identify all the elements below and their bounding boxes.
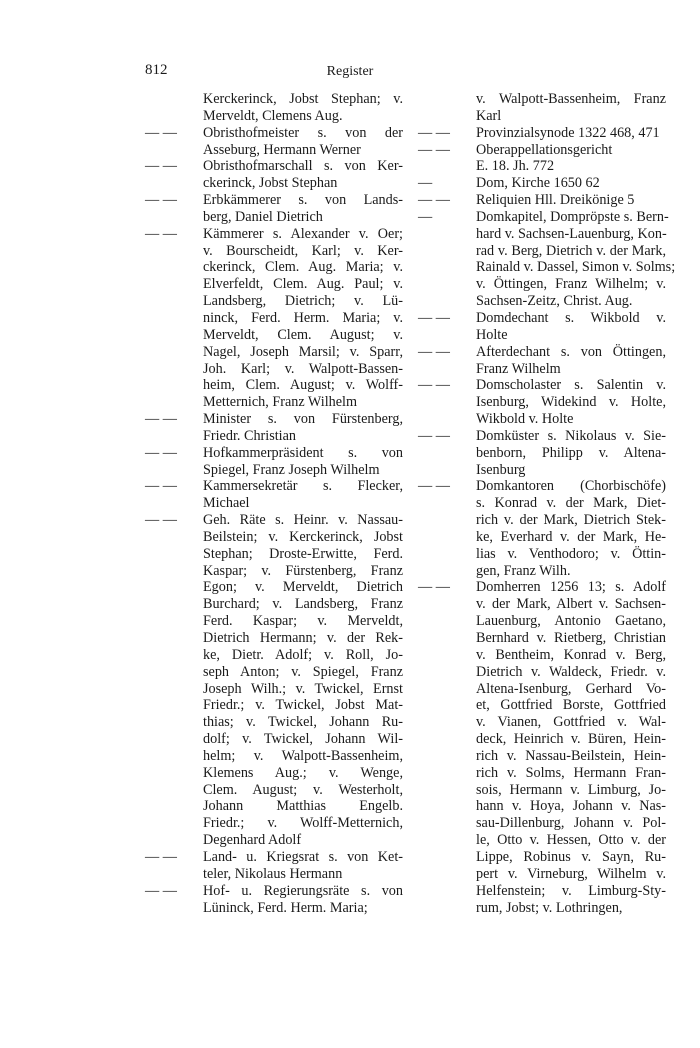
entry-line: sois, Hermann v. Limburg, Jo- <box>476 781 666 798</box>
entry-dash: — — <box>418 377 450 394</box>
entry-line: Friedr.; v. Wolff-Metternich, <box>203 815 403 832</box>
register-entry <box>145 158 403 192</box>
entry-line: deck, Heinrich v. Büren, Hein- <box>476 731 666 748</box>
entry-text <box>203 91 403 125</box>
entry-line: Egon; v. Merveldt, Dietrich <box>203 579 403 596</box>
entry-line: Holte <box>476 326 508 343</box>
entry-text <box>203 445 403 479</box>
entry-line: v. Vianen, Gottfried v. Wal- <box>476 714 666 731</box>
entry-line: Dom, Kirche 1650 62 <box>476 175 600 192</box>
entry-line: ninck, Ferd. Herm. Maria; v. <box>203 309 403 326</box>
page-number: 812 <box>145 62 168 78</box>
entry-dash: — — <box>418 141 450 158</box>
entry-line: Kammersekretär s. Flecker, <box>203 478 403 495</box>
entry-text <box>203 125 403 159</box>
entry-text <box>476 175 666 192</box>
register-entry <box>145 226 403 411</box>
entry-dash: — — <box>145 192 177 209</box>
entry-line: Isenburg, Widekind v. Holte, <box>476 394 666 411</box>
entry-dash: — — <box>145 512 177 529</box>
register-entry <box>418 208 676 310</box>
entry-line: et, Gottfried Borste, Gottfried <box>476 697 666 714</box>
register-entry <box>418 91 666 125</box>
entry-line: Asseburg, Hermann Werner <box>203 141 361 158</box>
register-entry <box>418 344 666 378</box>
register-entry <box>418 142 666 176</box>
entry-line: Spiegel, Franz Joseph Wilhelm <box>203 461 380 478</box>
entry-line: Hof- u. Regierungsräte s. von <box>203 882 403 899</box>
entry-line: Domkantoren (Chorbischöfe) <box>476 478 666 495</box>
entry-line: ke, Everhard v. der Mark, He- <box>476 528 666 545</box>
entry-line: Johann Matthias Engelb. <box>203 798 403 815</box>
entry-text <box>203 883 403 917</box>
entry-text <box>476 310 666 344</box>
entry-line: E. 18. Jh. 772 <box>476 158 555 175</box>
entry-line: Metternich, Franz Wilhelm <box>203 394 358 411</box>
entry-dash: — — <box>418 124 450 141</box>
entry-line: thias; v. Twickel, Johann Ru- <box>203 714 403 731</box>
register-entry <box>145 125 403 159</box>
entry-dash: — — <box>145 411 177 428</box>
entry-line: Merveldt, Clemens Aug. <box>203 107 343 124</box>
entry-line: v. Bourscheidt, Karl; v. Ker- <box>203 242 403 259</box>
entry-line: rich v. der Mark, Dietrich Stek- <box>476 512 666 529</box>
entry-line: v. Öttingen, Franz Wilhelm; v. <box>476 276 666 293</box>
register-entry <box>418 377 666 428</box>
entry-text <box>476 208 676 310</box>
entry-line: Burchard; v. Landsberg, Franz <box>203 596 403 613</box>
entry-text <box>476 125 666 142</box>
entry-line: Domdechant s. Wikbold v. <box>476 309 666 326</box>
entry-line: Hofkammerpräsident s. von <box>203 444 403 461</box>
entry-line: Land- u. Kriegsrat s. von Ket- <box>203 848 403 865</box>
entry-dash: — — <box>145 848 177 865</box>
entry-dash: — — <box>145 478 177 495</box>
entry-text <box>476 579 666 916</box>
left-column <box>145 91 403 916</box>
entry-line: ckerinck, Clem. Aug. Maria; v. <box>203 259 403 276</box>
entry-line: Domküster s. Nikolaus v. Sie- <box>476 427 666 444</box>
register-entry <box>145 512 403 849</box>
entry-line: Beilstein; v. Kerckerinck, Jobst <box>203 528 403 545</box>
entry-line: v. der Mark, Albert v. Sachsen- <box>476 596 666 613</box>
entry-line: le, Otto v. Hessen, Otto v. der <box>476 832 666 849</box>
entry-line: sau-Dillenburg, Johann v. Pol- <box>476 815 666 832</box>
entry-text <box>476 428 666 479</box>
entry-text <box>203 411 403 445</box>
entry-text <box>203 192 403 226</box>
register-entry <box>418 579 666 916</box>
entry-line: Dietrich v. Waldeck, Friedr. v. <box>476 663 666 680</box>
entry-dash: — — <box>145 444 177 461</box>
register-entry <box>418 175 666 192</box>
entry-line: Bernhard v. Rietberg, Christian <box>476 630 666 646</box>
entry-line: Franz Wilhelm <box>476 360 561 377</box>
entry-line: Merveldt, Clem. August; v. <box>203 326 403 343</box>
entry-dash: — — <box>418 427 450 444</box>
entry-line: Minister s. von Fürstenberg, <box>203 411 403 428</box>
entry-line: gen, Franz Wilh. <box>476 562 571 579</box>
entry-line: hard v. Sachsen-Lauenburg, Kon- <box>476 225 667 242</box>
entry-line: ckerinck, Jobst Stephan <box>203 175 338 192</box>
entry-line: Nagel, Joseph Marsil; v. Sparr, <box>203 343 403 360</box>
entry-line: Domkapitel, Dompröpste s. Bern- <box>476 208 669 225</box>
entry-line: rich v. Solms, Hermann Fran- <box>476 764 666 781</box>
entry-line: seph Anton; v. Spiegel, Franz <box>203 663 403 680</box>
entry-text <box>476 91 666 125</box>
entry-line: Geh. Räte s. Heinr. v. Nassau- <box>203 512 403 529</box>
entry-line: Altena-Isenburg, Gerhard Vo- <box>476 680 666 697</box>
entry-text <box>476 478 666 579</box>
entry-line: rad v. Berg, Dietrich v. der Mark, <box>476 242 666 259</box>
entry-dash: — — <box>418 192 450 209</box>
entry-line: Karl <box>476 107 502 124</box>
entry-line: Dietrich Hermann; v. der Rek- <box>203 630 403 646</box>
entry-line: ke, Dietr. Adolf; v. Roll, Jo- <box>203 646 403 663</box>
entry-line: helm; v. Walpott-Bassenheim, <box>203 747 403 764</box>
entry-line: Degenhard Adolf <box>203 832 302 849</box>
entry-line: Domscholaster s. Salentin v. <box>476 377 666 394</box>
entry-line: Sachsen-Zeitz, Christ. Aug. <box>476 293 633 310</box>
entry-dash: — <box>418 208 433 225</box>
entry-line: teler, Nikolaus Hermann <box>203 865 343 882</box>
entry-line: Klemens Aug.; v. Wenge, <box>203 764 403 781</box>
entry-line: Lippe, Robinus v. Sayn, Ru- <box>476 848 666 865</box>
entry-text <box>203 158 403 192</box>
entry-line: Obristhofmarschall s. von Ker- <box>203 158 403 175</box>
entry-line: Provinzialsynode 1322 468, 471 <box>476 124 660 141</box>
entry-line: Lüninck, Ferd. Herm. Maria; <box>203 899 368 916</box>
entry-line: Domherren 1256 13; s. Adolf <box>476 579 666 596</box>
entry-dash: — — <box>418 343 450 360</box>
entry-dash: — — <box>418 579 450 596</box>
entry-line: Joseph Wilh.; v. Twickel, Ernst <box>203 680 403 697</box>
entry-line: Reliquien Hll. Dreikönige 5 <box>476 192 635 209</box>
entry-line: Ferd. Kaspar; v. Merveldt, <box>203 613 403 630</box>
entry-dash: — — <box>418 478 450 495</box>
register-entry <box>145 883 403 917</box>
register-entry <box>145 849 403 883</box>
entry-text <box>203 849 403 883</box>
entry-line: benborn, Philipp v. Altena- <box>476 444 666 461</box>
entry-text <box>203 512 403 849</box>
register-entry <box>418 192 666 209</box>
entry-text <box>476 142 666 176</box>
entry-line: Kerckerinck, Jobst Stephan; v. <box>203 91 403 107</box>
entry-line: Erbkämmerer s. von Lands- <box>203 192 403 209</box>
entry-line: Stephan; Droste-Erwitte, Ferd. <box>203 545 403 562</box>
entry-dash: — — <box>145 882 177 899</box>
entry-line: Kaspar; v. Fürstenberg, Franz <box>203 562 403 579</box>
entry-line: rich v. Nassau-Beilstein, Hein- <box>476 747 666 764</box>
entry-line: Afterdechant s. von Öttingen, <box>476 343 666 360</box>
entry-line: hann v. Hoya, Johann v. Nas- <box>476 798 666 815</box>
entry-dash: — — <box>145 124 177 141</box>
entry-dash: — — <box>145 158 177 175</box>
entry-line: s. Konrad v. der Mark, Diet- <box>476 495 666 512</box>
register-entry <box>145 91 403 125</box>
register-entry <box>418 310 666 344</box>
register-entry <box>145 478 403 512</box>
entry-line: Lauenburg, Antonio Gaetano, <box>476 613 666 630</box>
entry-line: Obristhofmeister s. von der <box>203 124 403 141</box>
entry-dash: — <box>418 175 433 192</box>
entry-dash: — — <box>145 225 177 242</box>
entry-line: Friedr. Christian <box>203 427 297 444</box>
entry-text <box>476 344 666 378</box>
entry-line: Wikbold v. Holte <box>476 411 574 428</box>
entry-line: Joh. Karl; v. Walpott-Bassen- <box>203 360 403 377</box>
entry-text <box>203 478 403 512</box>
entry-line: Michael <box>203 495 250 512</box>
register-entry <box>145 445 403 479</box>
entry-line: v. Bentheim, Konrad v. Berg, <box>476 646 666 663</box>
running-header-title: Register <box>326 64 374 79</box>
entry-line: Helfenstein; v. Limburg-Sty- <box>476 882 666 899</box>
register-entry <box>418 428 666 479</box>
entry-line: Isenburg <box>476 461 526 478</box>
entry-text <box>476 377 666 428</box>
entry-line: Rainald v. Dassel, Simon v. Solms; <box>476 259 676 276</box>
entry-text <box>476 192 666 209</box>
register-entry <box>145 411 403 445</box>
entry-dash: — — <box>418 309 450 326</box>
entry-line: berg, Daniel Dietrich <box>203 208 323 225</box>
entry-line: Landsberg, Dietrich; v. Lü- <box>203 293 403 310</box>
register-entry <box>145 192 403 226</box>
entry-line: pert v. Virneburg, Wilhelm v. <box>476 865 666 882</box>
entry-line: Kämmerer s. Alexander v. Oer; <box>203 225 403 242</box>
entry-line: Clem. August; v. Westerholt, <box>203 781 403 798</box>
entry-line: lias v. Venthodoro; v. Öttin- <box>476 545 666 562</box>
entry-line: heim, Clem. August; v. Wolff- <box>203 377 403 394</box>
entry-line: dolf; v. Twickel, Johann Wil- <box>203 731 403 748</box>
register-entry <box>418 125 666 142</box>
entry-line: Friedr.; v. Twickel, Jobst Mat- <box>203 697 403 714</box>
entry-text <box>203 226 403 411</box>
entry-line: Elverfeldt, Clem. Aug. Paul; v. <box>203 276 403 293</box>
entry-line: rum, Jobst; v. Lothringen, <box>476 899 623 916</box>
register-entry <box>418 478 666 579</box>
entry-line: v. Walpott-Bassenheim, Franz <box>476 91 666 107</box>
entry-line: Oberappellationsgericht <box>476 141 613 158</box>
right-column <box>418 91 676 916</box>
